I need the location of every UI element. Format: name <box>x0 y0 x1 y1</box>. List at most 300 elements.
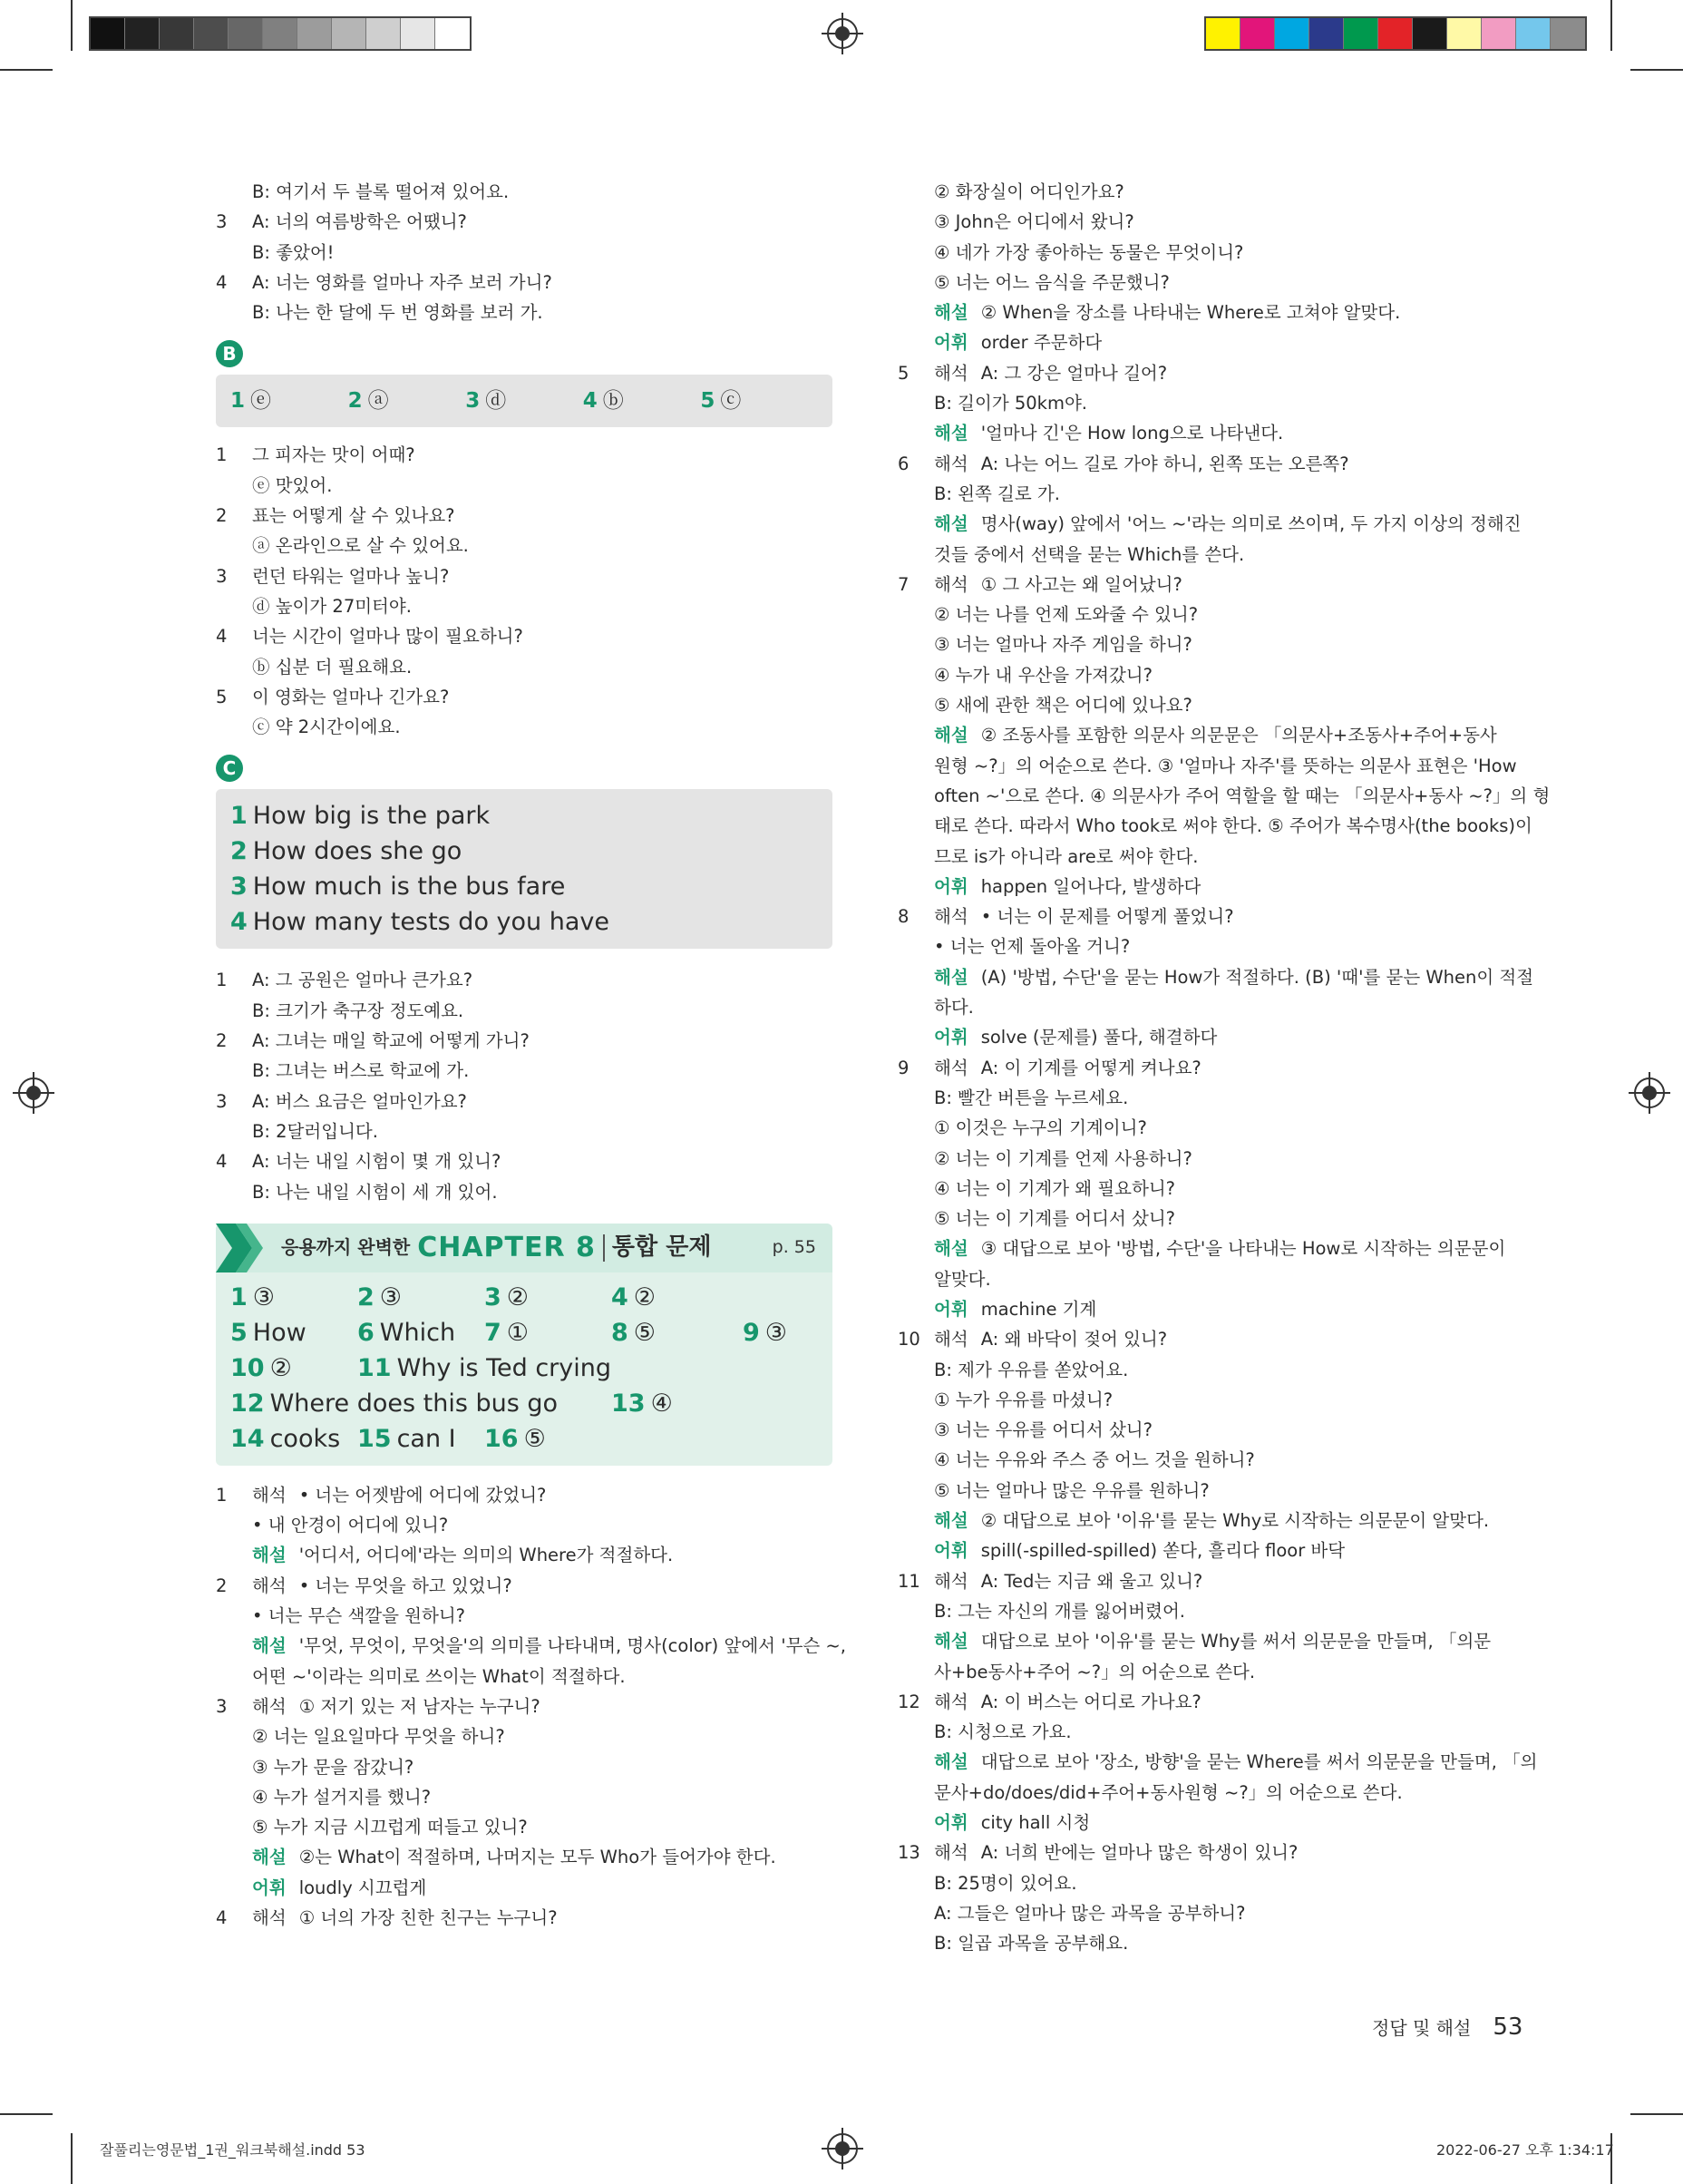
line-text: A: 왜 바닥이 젖어 있니? <box>980 1329 1168 1350</box>
answer-number: 13 <box>611 1389 646 1418</box>
line-text: ④ 누가 설거지를 했니? <box>252 1786 432 1808</box>
text-line <box>898 600 1514 629</box>
text-line <box>216 268 832 297</box>
line-text: B: 제가 우유를 쏟았어요. <box>934 1359 1129 1380</box>
line-text: '무엇, 무엇이, 무엇을'의 의미를 나타내며, 명사(color) 앞에서 '무슨 ~, <box>298 1635 846 1657</box>
chapter-review-panel <box>216 1224 832 1466</box>
text-line <box>898 1536 1514 1565</box>
answer-grid-row <box>230 1315 818 1350</box>
chevron-right-icon <box>216 1224 263 1272</box>
line-text: ⓑ 십분 더 필요해요. <box>252 656 413 678</box>
text-line <box>898 872 1514 902</box>
text-line <box>898 540 1514 570</box>
text-line <box>898 1113 1514 1143</box>
label-tag: 해석 <box>934 1570 968 1592</box>
answer-cell <box>484 1280 529 1315</box>
text-line <box>216 1752 832 1782</box>
answer-number: 7 <box>484 1318 501 1347</box>
text-line <box>898 268 1514 297</box>
line-text: B: 일곱 과목을 공부해요. <box>934 1933 1129 1955</box>
line-text: B: 25명이 있어요. <box>934 1872 1077 1894</box>
answer-cell <box>611 1315 656 1350</box>
label-tag: 해설 <box>934 513 968 535</box>
answer-value: Why is Ted crying <box>396 1353 612 1382</box>
text-line <box>898 1717 1514 1747</box>
registration-mark-icon <box>827 2133 858 2164</box>
text-line <box>216 1116 832 1146</box>
text-line <box>898 418 1514 448</box>
line-text: ④ 너는 이 기계가 왜 필요하니? <box>934 1177 1176 1199</box>
answer-value: can I <box>396 1424 456 1453</box>
item-number: 5 <box>216 686 228 707</box>
section-c-badge: C <box>216 755 243 782</box>
color-swatch <box>1309 18 1344 49</box>
text-line <box>898 358 1514 388</box>
line-text: '어디서, 어디에'라는 의미의 Where가 적절하다. <box>298 1545 674 1566</box>
text-line <box>898 297 1514 327</box>
line-text: (A) '방법, 수단'을 묻는 How가 적절하다. (B) '때'를 묻는 When이 적절 <box>980 966 1534 988</box>
page-number: 53 <box>1493 2013 1523 2041</box>
line-text: ③ 너는 얼마나 자주 게임을 하니? <box>934 634 1192 656</box>
answer-cell <box>230 1386 558 1421</box>
line-text: ⓓ 높이가 27미터야. <box>252 595 412 617</box>
line-text: A: 그들은 얼마나 많은 과목을 공부하니? <box>934 1902 1246 1924</box>
line-text: 알맞다. <box>934 1268 991 1290</box>
label-tag: 해설 <box>934 1631 968 1653</box>
line-text: 그 피자는 맛이 어때? <box>252 444 415 466</box>
color-swatch <box>366 18 401 49</box>
text-line <box>216 1510 832 1540</box>
text-line <box>898 207 1514 237</box>
item-number: 1 <box>216 1484 228 1506</box>
line-text: ② 조동사를 포함한 의문사 의문문은 「의문사+조동사+주어+동사 <box>980 725 1497 746</box>
answer-cell <box>465 384 583 418</box>
item-number: 4 <box>216 271 228 293</box>
color-swatch <box>1482 18 1516 49</box>
item-number: 5 <box>898 362 910 384</box>
text-line <box>216 207 832 237</box>
item-number: 4 <box>216 1151 228 1173</box>
answer-value: ③ <box>379 1282 403 1311</box>
text-line <box>898 1174 1514 1204</box>
line-text: B: 시청으로 가요. <box>934 1721 1072 1743</box>
item-number: 7 <box>898 573 910 595</box>
text-line <box>898 1838 1514 1867</box>
text-line <box>216 1903 832 1933</box>
text-line <box>216 1571 832 1601</box>
line-text: ② When을 장소를 나타내는 Where로 고쳐야 알맞다. <box>980 302 1401 324</box>
text-line <box>898 1476 1514 1506</box>
text-line <box>216 1782 832 1812</box>
answer-value: How much is the bus fare <box>252 873 566 902</box>
answer-cell <box>230 1315 306 1350</box>
line-text: A: 버스 요금은 얼마인가요? <box>252 1090 467 1112</box>
text-line <box>216 501 832 531</box>
text-line <box>898 509 1522 539</box>
item-number: 10 <box>898 1329 920 1350</box>
text-line <box>898 1022 1514 1052</box>
text-line <box>898 1294 1514 1324</box>
grayscale-color-bar <box>89 16 472 51</box>
answer-number: 2 <box>357 1282 375 1311</box>
answer-line <box>230 869 818 904</box>
text-line <box>898 931 1514 961</box>
color-swatch <box>194 18 229 49</box>
answer-cell <box>611 1386 673 1421</box>
answer-cell <box>611 1280 656 1315</box>
line-text: ① 저기 있는 저 남자는 누구니? <box>298 1695 540 1717</box>
process-color-bar <box>1204 16 1587 51</box>
chapter-prefix: 응용까지 완벽한 <box>281 1236 411 1259</box>
answer-number: 16 <box>484 1424 519 1453</box>
text-line <box>898 1898 1514 1928</box>
answer-value: ② <box>633 1282 657 1311</box>
line-text: 것들 중에서 선택을 묻는 Which를 쓴다. <box>934 543 1245 565</box>
color-swatch <box>1344 18 1378 49</box>
section-c-explanations <box>216 965 832 1206</box>
line-text: ① 이것은 누구의 기계이니? <box>934 1117 1147 1139</box>
text-line <box>216 1873 832 1903</box>
text-line <box>216 561 832 591</box>
line-text: ② 너는 나를 언제 도와줄 수 있니? <box>934 604 1199 626</box>
line-text: B: 왼쪽 길로 가. <box>934 483 1060 504</box>
item-number: 8 <box>898 906 910 928</box>
answer-cell <box>700 384 818 418</box>
section-b-explanations <box>216 440 832 742</box>
answer-cell <box>357 1350 611 1386</box>
text-line <box>898 902 1514 931</box>
label-tag: 해설 <box>934 966 968 988</box>
line-text: order 주문하다 <box>980 332 1103 354</box>
answer-number: 4 <box>582 389 598 414</box>
text-line <box>898 1144 1514 1174</box>
text-line <box>898 327 1514 357</box>
line-text: ② 화장실이 어디인가요? <box>934 181 1124 202</box>
answer-number: 4 <box>230 908 248 937</box>
text-line <box>898 388 1514 418</box>
text-line <box>898 1626 1514 1656</box>
answer-value: Where does this bus go <box>269 1389 559 1418</box>
answer-number: 9 <box>743 1318 760 1347</box>
answer-number: 6 <box>357 1318 375 1347</box>
color-swatch <box>1551 18 1585 49</box>
text-line <box>898 1385 1514 1415</box>
item-number: 13 <box>898 1842 920 1864</box>
title-divider <box>603 1234 605 1262</box>
label-tag: 해석 <box>934 1842 968 1864</box>
text-line <box>898 1415 1514 1445</box>
registration-mark-icon <box>1634 1077 1665 1108</box>
text-line <box>216 682 832 712</box>
answer-value: cooks <box>269 1424 341 1453</box>
text-line <box>898 1204 1514 1233</box>
line-text: B: 크기가 축구장 정도예요. <box>252 999 464 1021</box>
line-text: ① 누가 우유를 마셨니? <box>934 1389 1114 1410</box>
line-text: B: 빨간 버튼을 누르세요. <box>934 1087 1129 1108</box>
answer-cell <box>583 384 701 418</box>
answer-cell <box>357 1280 402 1315</box>
answer-line <box>230 798 818 834</box>
line-text: ② 너는 이 기계를 언제 사용하니? <box>934 1147 1192 1169</box>
previous-section-lines <box>216 177 832 327</box>
text-line <box>898 1687 1514 1717</box>
chapter-page-ref: p. 55 <box>772 1237 816 1258</box>
line-text: 어떤 ~'이라는 의미로 쓰이는 What이 적절하다. <box>252 1665 626 1687</box>
line-text: 원형 ~?」의 어순으로 쓴다. ③ '얼마나 자주'를 뜻하는 의문사 표현은 'How <box>934 755 1517 776</box>
answer-grid-row <box>230 1350 818 1386</box>
line-text: ② 너는 일요일마다 무엇을 하니? <box>252 1726 505 1748</box>
text-line <box>216 238 832 268</box>
line-text: A: Ted는 지금 왜 울고 있니? <box>980 1570 1203 1592</box>
answer-number: 3 <box>484 1282 501 1311</box>
item-number: 9 <box>898 1057 910 1078</box>
line-text: 대답으로 보아 '이유'를 묻는 Why를 써서 의문문을 만들며, 「의문 <box>980 1631 1492 1653</box>
text-line <box>898 1808 1514 1838</box>
text-line <box>898 629 1514 659</box>
line-text: ③ 너는 우유를 어디서 샀니? <box>934 1419 1153 1441</box>
label-tag: 해석 <box>934 1329 968 1350</box>
label-tag: 해설 <box>252 1545 287 1566</box>
answer-number: 4 <box>611 1282 628 1311</box>
line-text: A: 너희 반에는 얼마나 많은 학생이 있니? <box>980 1842 1299 1864</box>
line-text: • 너는 어젯밤에 어디에 갔었니? <box>298 1484 547 1506</box>
text-line <box>216 1631 846 1661</box>
line-text: • 너는 이 문제를 어떻게 풀었니? <box>980 906 1234 928</box>
answer-line <box>230 904 818 940</box>
line-text: spill(-spilled-spilled) 쏟다, 흘리다 floor 바닥 <box>980 1540 1346 1562</box>
color-swatch <box>401 18 435 49</box>
line-text: • 너는 무엇을 하고 있었니? <box>298 1575 512 1596</box>
text-line <box>898 1747 1538 1777</box>
line-text: ⑤ 너는 어느 음식을 주문했니? <box>934 271 1170 293</box>
answer-grid-row <box>230 1421 818 1457</box>
text-line <box>216 1662 832 1692</box>
line-text: ⓐ 온라인으로 살 수 있어요. <box>252 535 469 557</box>
line-text: ⑤ 새에 관한 책은 어디에 있나요? <box>934 695 1192 717</box>
color-swatch <box>1240 18 1275 49</box>
label-tag: 해석 <box>252 1695 287 1717</box>
label-tag: 해석 <box>934 453 968 474</box>
answer-value: ② <box>506 1282 530 1311</box>
answer-number: 12 <box>230 1389 265 1418</box>
label-tag: 해석 <box>252 1484 287 1506</box>
line-text: ⑤ 너는 얼마나 많은 우유를 원하니? <box>934 1479 1210 1501</box>
line-text: often ~'으로 쓴다. ④ 의문사가 주어 역할을 할 때는 「의문사+동사 ~?」의 형 <box>934 785 1551 806</box>
line-text: • 너는 언제 돌아올 거니? <box>934 936 1131 958</box>
line-text: 대답으로 보아 '장소, 방향'을 묻는 Where를 써서 의문문을 만들며, 「의 <box>980 1751 1538 1773</box>
section-b-answer-box <box>216 375 832 427</box>
line-text: ① 그 사고는 왜 일어났니? <box>980 573 1182 595</box>
color-swatch <box>1275 18 1309 49</box>
answer-line <box>230 834 818 869</box>
text-line <box>898 660 1514 690</box>
answer-value: How does she go <box>252 837 462 866</box>
text-line <box>216 996 832 1026</box>
text-line <box>216 712 832 742</box>
answer-value: ⑤ <box>523 1424 546 1453</box>
answer-number: 8 <box>611 1318 628 1347</box>
chapter-subtitle: 통합 문제 <box>611 1233 712 1262</box>
text-line <box>898 720 1514 750</box>
answer-number: 1 <box>230 802 248 831</box>
text-line <box>216 1540 832 1570</box>
text-line <box>898 1233 1514 1263</box>
text-line <box>898 570 1514 600</box>
color-swatch <box>229 18 263 49</box>
line-text: B: 길이가 50km야. <box>934 393 1087 414</box>
color-swatch <box>1206 18 1240 49</box>
text-line <box>216 1056 832 1086</box>
label-tag: 어휘 <box>934 1540 968 1562</box>
text-line <box>216 297 832 327</box>
label-tag: 어휘 <box>252 1877 287 1898</box>
answer-grid-row <box>230 1386 818 1421</box>
label-tag: 해석 <box>934 362 968 384</box>
label-tag: 해설 <box>934 1238 968 1260</box>
line-text: B: 나는 내일 시험이 세 개 있어. <box>252 1181 498 1203</box>
text-line <box>216 1601 832 1631</box>
line-text: ① 너의 가장 친한 친구는 누구니? <box>298 1906 558 1928</box>
label-tag: 해설 <box>934 302 968 324</box>
item-number: 1 <box>216 970 228 991</box>
color-swatch <box>1516 18 1551 49</box>
color-swatch <box>1413 18 1447 49</box>
line-text: 사+be동사+주어 ~?」의 어순으로 쓴다. <box>934 1661 1256 1682</box>
line-text: A: 그녀는 매일 학교에 어떻게 가니? <box>252 1030 530 1052</box>
line-text: 태로 쓴다. 따라서 Who took로 써야 한다. ⑤ 주어가 복수명사(the books)이 <box>934 815 1532 837</box>
line-text: ⓒ 약 2시간이에요. <box>252 717 401 738</box>
text-line <box>898 1324 1514 1354</box>
slug-timestamp: 2022-06-27 오후 1:34:17 <box>1436 2141 1614 2159</box>
label-tag: 해설 <box>934 725 968 746</box>
text-line <box>216 1146 832 1176</box>
text-line <box>216 621 832 651</box>
color-swatch <box>263 18 297 49</box>
label-tag: 어휘 <box>934 332 968 354</box>
label-tag: 해설 <box>934 1751 968 1773</box>
text-line <box>898 811 1532 841</box>
color-swatch <box>435 18 470 49</box>
text-line <box>216 591 832 621</box>
text-line <box>216 1842 832 1872</box>
section-c-answer-box <box>216 789 832 949</box>
answer-grid-row <box>230 1280 818 1315</box>
answer-cell <box>357 1315 455 1350</box>
answer-value: ① <box>506 1318 530 1347</box>
line-text: ⓔ 맛있어. <box>252 474 333 496</box>
answer-value: ③ <box>252 1282 276 1311</box>
answer-value: ⓑ <box>602 389 624 414</box>
answer-value: Which <box>379 1318 456 1347</box>
right-column <box>898 177 1551 1959</box>
label-tag: 해석 <box>252 1575 287 1596</box>
slug-filename: 잘풀리는영문법_1권_워크북해설.indd 53 <box>100 2141 365 2159</box>
section-b-badge: B <box>216 340 243 367</box>
text-line <box>898 1657 1514 1687</box>
line-text: loudly 시끄럽게 <box>298 1877 427 1898</box>
answer-cell <box>484 1315 529 1350</box>
chapter-answer-grid <box>216 1272 832 1466</box>
answer-number: 10 <box>230 1353 265 1382</box>
line-text: A: 이 기계를 어떻게 켜나요? <box>980 1057 1201 1078</box>
item-number: 2 <box>216 1575 228 1596</box>
text-line <box>216 1721 832 1751</box>
answer-cell <box>743 1315 787 1350</box>
crop-mark <box>1630 2113 1683 2115</box>
text-line <box>216 1026 832 1056</box>
line-text: B: 2달러입니다. <box>252 1120 378 1142</box>
answer-cell <box>484 1421 546 1457</box>
color-swatch <box>125 18 160 49</box>
crop-mark <box>0 69 53 71</box>
page-footer <box>1372 2013 1522 2041</box>
answer-number: 11 <box>357 1353 392 1382</box>
item-number: 3 <box>216 211 228 233</box>
answer-value: ⓔ <box>250 389 272 414</box>
chapter-header-bar <box>216 1224 832 1272</box>
crop-mark <box>0 2113 53 2115</box>
line-text: ④ 네가 가장 좋아하는 동물은 무엇이니? <box>934 241 1244 263</box>
label-tag: 해설 <box>934 1510 968 1532</box>
line-text: ④ 누가 내 우산을 가져갔니? <box>934 664 1153 686</box>
text-line <box>898 1596 1514 1626</box>
text-line <box>898 1778 1514 1808</box>
answer-value: ③ <box>764 1318 788 1347</box>
line-text: • 내 안경이 어디에 있니? <box>252 1515 449 1536</box>
answer-value: How many tests do you have <box>252 908 609 937</box>
text-line <box>216 177 832 207</box>
line-text: 런던 타워는 얼마나 높니? <box>252 565 450 587</box>
label-tag: 해석 <box>934 1691 968 1712</box>
text-line <box>898 1355 1514 1385</box>
label-tag: 해석 <box>934 906 968 928</box>
answer-number: 15 <box>357 1424 392 1453</box>
text-line <box>216 1177 832 1207</box>
text-line <box>216 1692 832 1721</box>
item-number: 12 <box>898 1691 920 1712</box>
footer-section-label: 정답 및 해설 <box>1372 2017 1472 2039</box>
text-line <box>898 751 1517 781</box>
line-text: B: 그는 자신의 개를 잃어버렸어. <box>934 1600 1185 1622</box>
answer-value: ④ <box>650 1389 673 1418</box>
answer-cell <box>230 384 348 418</box>
answer-value: ② <box>269 1353 292 1382</box>
line-text: B: 나는 한 달에 두 번 영화를 보러 가. <box>252 302 543 324</box>
item-number: 2 <box>216 505 228 527</box>
text-line <box>216 1087 832 1116</box>
text-line <box>898 1445 1514 1475</box>
line-text: ⑤ 누가 지금 시끄럽게 떠들고 있니? <box>252 1817 528 1838</box>
color-swatch <box>1447 18 1482 49</box>
label-tag: 해설 <box>934 423 968 444</box>
text-line <box>898 781 1551 811</box>
text-line <box>898 690 1514 720</box>
answer-number: 5 <box>230 1318 248 1347</box>
line-text: happen 일어나다, 발생하다 <box>980 875 1201 897</box>
text-line <box>898 177 1514 207</box>
section-b-answer-row <box>230 384 818 418</box>
label-tag: 어휘 <box>934 1027 968 1048</box>
color-swatch <box>160 18 194 49</box>
line-text: A: 나는 어느 길로 가야 하니, 왼쪽 또는 오른쪽? <box>980 453 1349 474</box>
text-line <box>898 1566 1514 1596</box>
line-text: ② 대답으로 보아 '이유'를 묻는 Why로 시작하는 의문문이 알맞다. <box>980 1510 1490 1532</box>
text-line <box>898 1264 1514 1294</box>
text-line <box>898 1928 1514 1958</box>
answer-number: 3 <box>230 873 248 902</box>
answer-value: ⓓ <box>485 389 507 414</box>
crop-mark <box>71 0 73 51</box>
